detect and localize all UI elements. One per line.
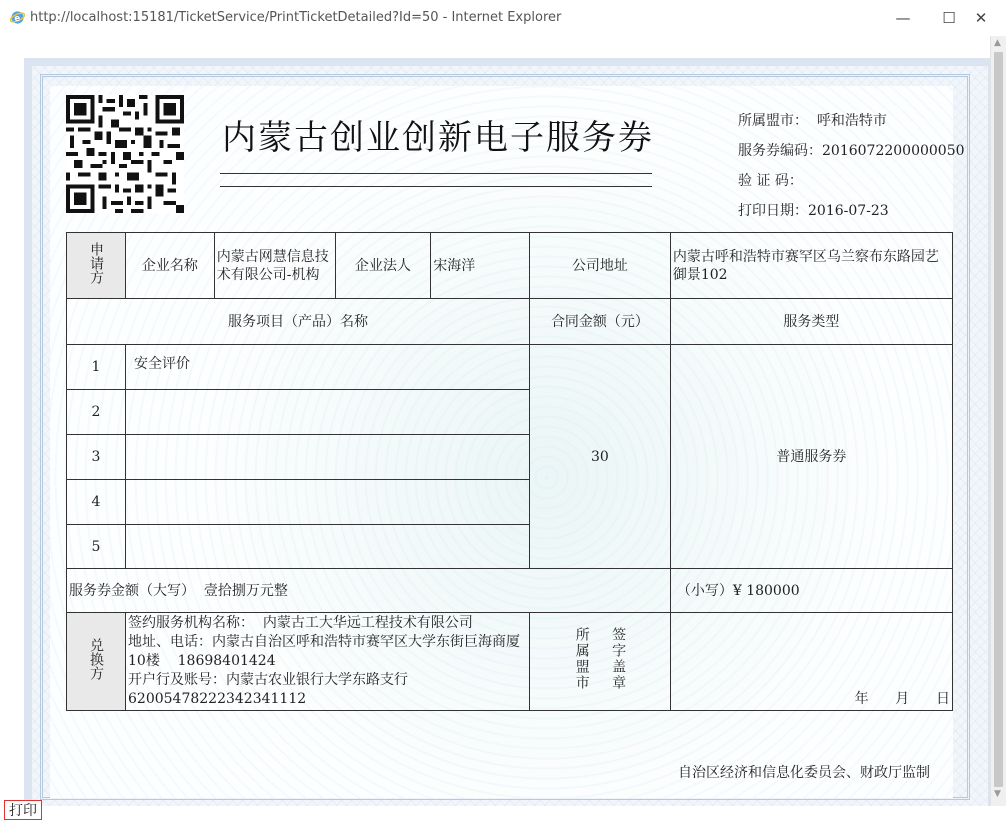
contract-amount-value: 30 [530,345,671,569]
services-header-row [67,299,953,345]
service-type-value: 普通服务券 [670,345,952,569]
seal-sign-label: 签字盖章 [610,627,627,691]
seal-league-label: 所属盟市 [573,627,590,691]
applicant-side-label: 申请方 [67,233,126,299]
service-row-number: 3 [67,435,126,480]
redeemer-address: 地址、电话：内蒙古自治区呼和浩特市赛罕区大学东街巨海商厦10楼 18698401424 [128,634,520,669]
close-button[interactable]: ✕ [974,9,988,27]
maximize-button[interactable]: ☐ [942,9,956,27]
service-item-header: 服务项目（产品）名称 [67,299,530,345]
applicant-row [67,233,953,299]
scroll-down-arrow-icon[interactable]: ▼ [994,789,1001,799]
redeemer-row [67,613,953,711]
scroll-thumb[interactable] [994,52,1003,787]
meta-code: 服务券编码：2016072200000050 [738,143,965,159]
address-label: 公司地址 [530,233,671,299]
company-name-label: 企业名称 [126,233,215,299]
vertical-scrollbar[interactable] [990,36,1006,806]
svg-text:e: e [14,12,21,23]
amount-upper: 服务券金额（大写） 壹拾捌万元整 [67,569,671,613]
service-row-name [126,390,530,435]
title-underline [220,173,652,174]
service-row-number: 5 [67,525,126,569]
service-row-name [126,480,530,525]
window-title: http://localhost:15181/TicketService/PrintTicketDetailed?Id=50 - Internet Explorer [30,10,562,25]
meta-print-date: 打印日期：2016-07-23 [738,203,889,219]
meta-league: 所属盟市： 呼和浩特市 [738,113,887,129]
service-row-name [126,435,530,480]
amount-lower: （小写）¥ 180000 [670,569,952,613]
ticket-meta [738,106,965,226]
service-row-number: 2 [67,390,126,435]
service-row-number: 4 [67,480,126,525]
ticket-table [66,232,953,711]
legal-person-value: 宋海洋 [431,233,530,299]
page-viewport [2,36,990,806]
qr-code-icon [66,90,184,218]
minimize-button[interactable]: — [895,9,911,27]
contract-amount-header: 合同金额（元） [530,299,671,345]
title-bar [0,0,1006,36]
legal-person-label: 企业法人 [335,233,431,299]
day-label: 日 [936,691,950,707]
amount-row [67,569,953,613]
company-name-value: 内蒙古网慧信息技术有限公司-机构 [214,233,335,299]
service-row-name [126,525,530,569]
ticket-body [50,86,965,798]
service-row [67,345,953,390]
supervisor-note: 自治区经济和信息化委员会、财政厅监制 [678,765,930,781]
scroll-up-arrow-icon[interactable]: ▲ [994,38,1001,48]
address-value: 内蒙古呼和浩特市赛罕区乌兰察布东路园艺御景102 [670,233,952,299]
date-cell [670,613,952,711]
service-row-number: 1 [67,345,126,390]
ticket-title: 内蒙古创业创新电子服务券 [222,118,654,158]
year-label: 年 [854,691,869,707]
ie-icon [10,10,25,25]
month-label: 月 [895,691,910,707]
title-underline [220,186,652,187]
redeemer-info [126,613,530,711]
service-type-header: 服务类型 [670,299,952,345]
service-ticket [24,58,990,806]
redeemer-side-label: 兑换方 [67,613,126,711]
service-row-name: 安全评价 [126,345,530,390]
print-button[interactable]: 打印 [4,800,42,820]
seal-cell [530,613,671,711]
meta-verify: 验 证 码： [738,173,803,189]
redeemer-account: 62005478222342341112 [128,691,307,707]
redeemer-bank: 开户行及账号：内蒙古农业银行大学东路支行 [128,672,408,688]
redeemer-org: 签约服务机构名称： 内蒙古工大华远工程技术有限公司 [128,615,473,631]
